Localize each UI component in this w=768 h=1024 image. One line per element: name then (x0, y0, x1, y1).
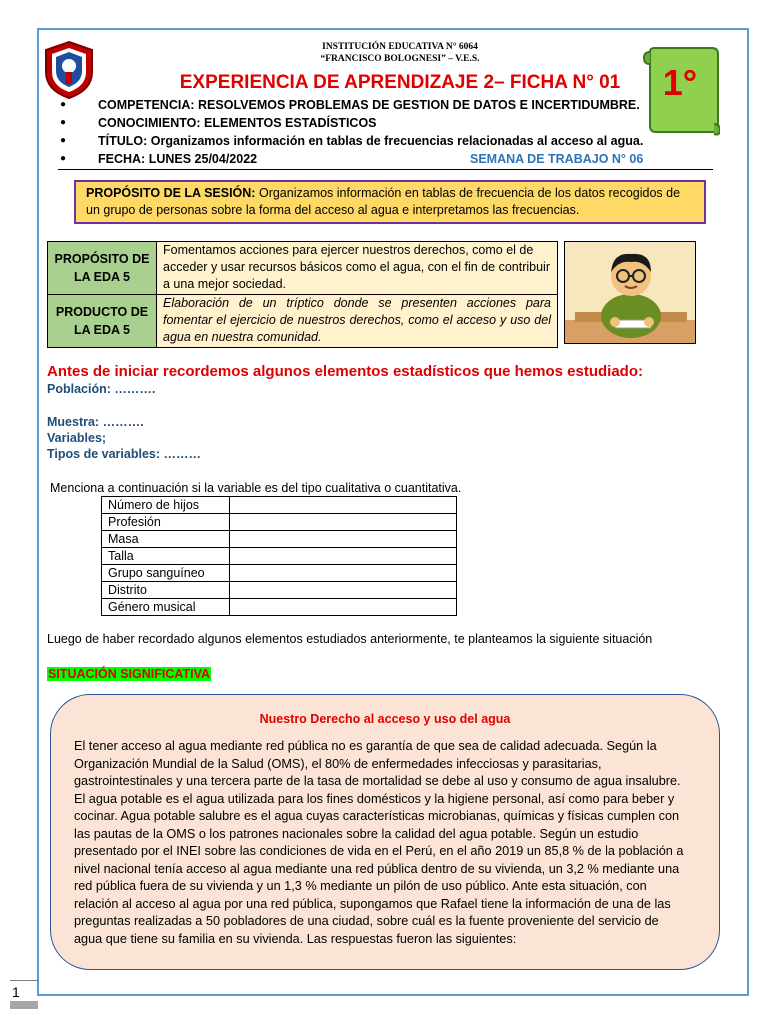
story-line: nivel nacional tenía acceso al agua mediante una red pública dentro de su vivienda, un 3,2 % mediante una (74, 861, 680, 876)
conocimiento-label: CONOCIMIENTO: (98, 116, 201, 130)
tipos-label: Tipos de variables: ……… (47, 447, 201, 461)
institution-name: INSTITUCIÓN EDUCATIVA N° 6064 (322, 42, 478, 52)
story-line: relación al acceso al agua por una red pública, supongamos que Rafael tiene la información de una de las (74, 896, 671, 911)
variable-cell: Género musical (102, 599, 230, 616)
story-line: presentado por el INEI sobre las condiciones de vida en el Perú, en el año 2019 un 85,8 % de la población a (74, 844, 684, 858)
student-illustration (564, 241, 696, 344)
answer-cell[interactable] (230, 497, 457, 514)
titulo-label: TÍTULO: (98, 134, 148, 148)
eda-proposito-header: PROPÓSITO DE LA EDA 5 (48, 242, 157, 295)
story-line: Organización Mundial de la Salud (OMS), el 80% de enfermedades infecciosas y parasitarias, (74, 756, 602, 771)
variables-table (101, 496, 457, 616)
table-row (48, 242, 558, 295)
titulo-item: ● TÍTULO: Organizamos información en tablas de frecuencias relacionadas al acceso al agua. (60, 134, 644, 148)
story-title: Nuestro Derecho al acceso y uso del agua (259, 712, 511, 726)
proposito-text: Organizamos información en tablas de frecuencia de los datos recogidos de un grupo de personas sobre la forma del acceso al agua e interpretamos las frecuencias. (86, 186, 681, 217)
review-title: Antes de iniciar recordemos algunos elementos estadísticos que hemos estudiado: (47, 363, 643, 380)
situacion-label: SITUACIÓN SIGNIFICATIVA (48, 667, 211, 681)
page-number-rule (10, 980, 38, 981)
fecha-item: ● FECHA: LUNES 25/04/2022 SEMANA DE TRABAJO N° 06 (60, 152, 644, 166)
story-line: El agua potable es el agua utilizada para los fines domésticos y la higiene personal, así como para beber y (74, 791, 675, 806)
conocimiento-item: ● CONOCIMIENTO: ELEMENTOS ESTADÍSTICOS (60, 116, 377, 130)
session-info-list (58, 96, 698, 168)
eda-producto-header: PRODUCTO DE LA EDA 5 (48, 295, 157, 348)
page-title: EXPERIENCIA DE APRENDIZAJE 2– FICHA N° 01 (179, 72, 621, 93)
answer-cell[interactable] (230, 599, 457, 616)
conocimiento-value: ELEMENTOS ESTADÍSTICOS (204, 116, 377, 130)
proposito-label: PROPÓSITO DE LA SESIÓN: (86, 186, 256, 200)
table-row (102, 514, 457, 531)
competencia-label: COMPETENCIA: (98, 98, 195, 112)
story-line: las pautas de la OMS o los patrones nacionales sobre la calidad del agua potable. Según un estudio (74, 826, 639, 841)
variable-cell: Distrito (102, 582, 230, 599)
story-text (74, 738, 708, 948)
grade-label: 1° (662, 62, 698, 103)
story-line: cocinar. Agua potable salubre es el agua cuyas características microbianas, químicas y físicas cumplen con (74, 809, 680, 823)
story-line: El tener acceso al agua mediante red pública no es garantía de que sea de calidad adecuada. Según la (74, 739, 657, 753)
variable-cell: Profesión (102, 514, 230, 531)
table-row (102, 565, 457, 582)
fecha-label: FECHA: (98, 152, 146, 166)
proposito-box (74, 180, 706, 224)
table-row (102, 548, 457, 565)
eda-table (47, 241, 558, 348)
table-row (102, 582, 457, 599)
school-logo (42, 40, 96, 100)
eda-producto-text: Elaboración de un tríptico donde se presenten acciones para fomentar el ejercicio de nuestros derechos, como el acceso y uso del agua en nuestra comunidad. (157, 295, 558, 348)
answer-cell[interactable] (230, 565, 457, 582)
story-line: agua que tiene su familia en su vivienda. Las respuestas fueron las siguientes: (74, 931, 517, 946)
variable-cell: Masa (102, 531, 230, 548)
table-row (102, 531, 457, 548)
variable-cell: Número de hijos (102, 497, 230, 514)
school-name: “FRANCISCO BOLOGNESI” – V.E.S. (320, 54, 480, 64)
page-number-bar (10, 1001, 38, 1009)
semana-label: SEMANA DE TRABAJO N° 06 (470, 152, 644, 166)
answer-cell[interactable] (230, 531, 457, 548)
exercise-instruction: Menciona a continuación si la variable es del tipo cualitativa o cuantitativa. (50, 481, 462, 495)
story-line: preguntas realizadas a 50 pobladores de una ciudad, sobre cuál es la fuente proveniente del servicio de (74, 914, 659, 928)
eda-proposito-text: Fomentamos acciones para ejercer nuestros derechos, como el de acceder y usar recursos básicos como el agua, con el fin de contribuir a una mejor sociedad. (157, 242, 558, 295)
competencia-item: ● COMPETENCIA: RESOLVEMOS PROBLEMAS DE GESTION DE DATOS E INCERTIDUMBRE. (60, 98, 640, 112)
story-line: gastrointestinales y una tercera parte de la tasa de mortalidad se debe al uso y consumo de agua insalubre. (74, 774, 681, 788)
titulo-value: Organizamos información en tablas de frecuencias relacionadas al acceso al agua. (150, 134, 644, 148)
answer-cell[interactable] (230, 582, 457, 599)
variable-cell: Talla (102, 548, 230, 565)
table-row (102, 599, 457, 616)
muestra-label: Muestra: ………. (47, 415, 144, 429)
page-number: 1 (12, 984, 20, 1000)
competencia-value: RESOLVEMOS PROBLEMAS DE GESTION DE DATOS E INCERTIDUMBRE. (198, 98, 640, 112)
answer-cell[interactable] (230, 514, 457, 531)
variable-cell: Grupo sanguíneo (102, 565, 230, 582)
answer-cell[interactable] (230, 548, 457, 565)
fecha-value: LUNES 25/04/2022 (148, 152, 258, 166)
table-row (102, 497, 457, 514)
variables-label: Variables; (47, 431, 107, 445)
table-row (48, 295, 558, 348)
story-line: red pública fuera de su vivienda y un 1,3 % mediante un pilón de uso público. Ante esta situación, con (74, 879, 647, 893)
poblacion-label: Población: ………. (47, 382, 156, 396)
transition-text: Luego de haber recordado algunos elementos estudiados anteriormente, te planteamos la siguiente situación (47, 632, 653, 646)
header-divider (58, 169, 713, 170)
